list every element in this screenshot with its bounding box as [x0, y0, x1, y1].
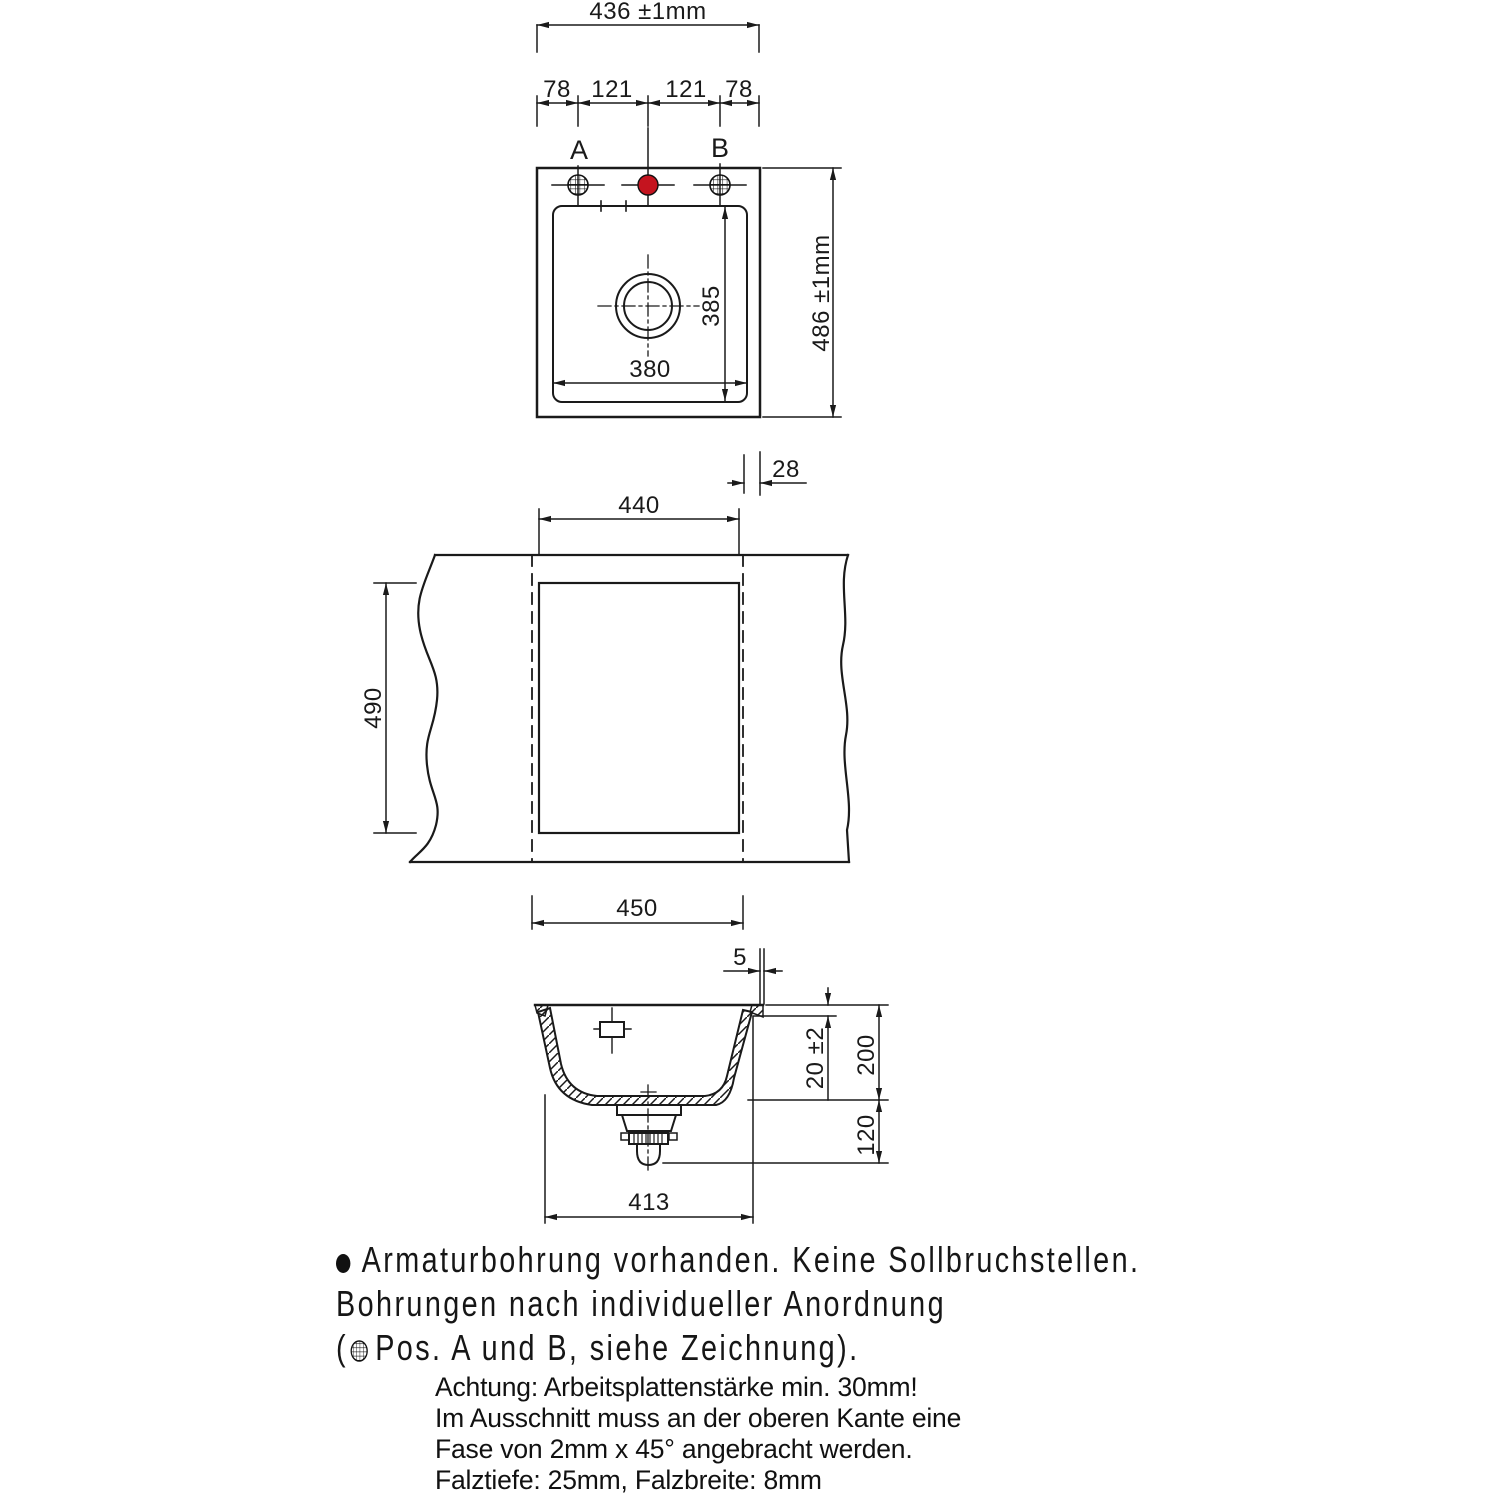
dim-spacing-2: 121 [591, 76, 633, 103]
notes-line-2 [336, 1282, 1140, 1326]
notes-line-3 [336, 1326, 1140, 1370]
notes-line-1-text: Armaturbohrung vorhanden. Keine Sollbruchstellen. [361, 1239, 1141, 1280]
warning-line-2: Im Ausschnitt muss an der oberen Kante eine [435, 1403, 962, 1433]
dim-cutout-depth-label: 490 [360, 687, 387, 729]
notes-block [336, 1238, 1140, 1370]
warning-line-1: Achtung: Arbeitsplattenstärke min. 30mm! [435, 1372, 918, 1402]
hole-a-hatched-circle-icon [568, 175, 588, 195]
dim-spacing-1: 78 [543, 76, 571, 103]
hatched-circle-icon [350, 1339, 369, 1363]
dim-inner-width-label: 440 [618, 492, 660, 519]
warning-line-3: Fase von 2mm x 45° angebracht werden. [435, 1434, 913, 1464]
notes-line-3-open: ( [336, 1327, 348, 1368]
hole-b-hatched-circle-icon [710, 175, 730, 195]
notes-line-3-text: Pos. A und B, siehe Zeichnung). [375, 1327, 860, 1368]
dim-lip-label: 5 [733, 944, 747, 971]
dim-bowl-width-label: 380 [629, 356, 671, 383]
dim-rim-height-label: 20 ±2 [802, 1026, 829, 1090]
dim-bowl-depth-label: 385 [698, 285, 725, 327]
dim-drain-height-label: 120 [853, 1114, 880, 1156]
dim-overall-depth-label: 486 ±1mm [808, 234, 835, 352]
warning-block [435, 1372, 961, 1496]
dim-body-width-label: 413 [628, 1189, 670, 1216]
dim-spacing-4: 78 [725, 76, 753, 103]
dim-spacing-3: 121 [665, 76, 707, 103]
dim-overall-width-label: 436 ±1mm [589, 0, 707, 25]
hole-center-red-circle-icon [638, 175, 658, 195]
notes-line-1 [336, 1238, 1140, 1282]
filled-circle-icon [336, 1254, 350, 1273]
dim-rim-label: 28 [772, 456, 800, 483]
hole-b-label: B [710, 133, 730, 163]
warning-line-4: Falztiefe: 25mm, Falzbreite: 8mm [435, 1465, 822, 1495]
dim-cutout-width-label: 450 [616, 895, 658, 922]
hole-a-label: A [569, 135, 589, 165]
dim-bowl-height-label: 200 [853, 1034, 880, 1076]
notes-line-2-text: Bohrungen nach individueller Anordnung [336, 1283, 946, 1324]
